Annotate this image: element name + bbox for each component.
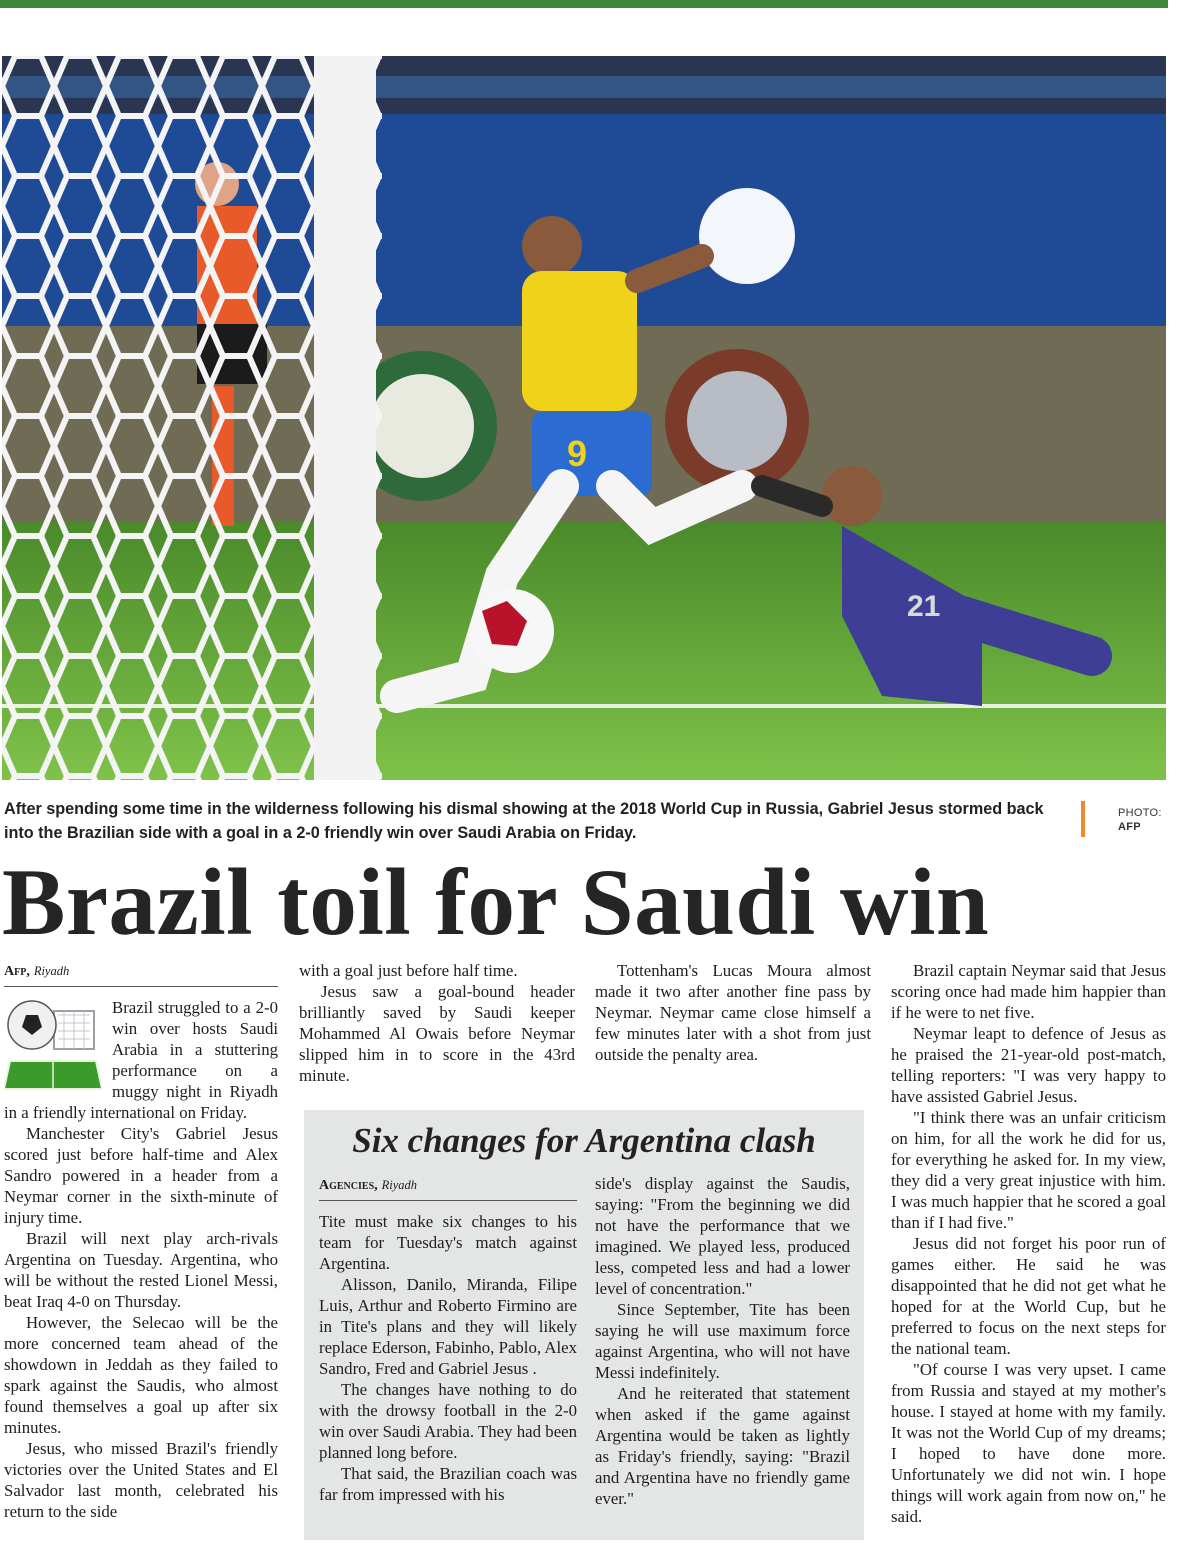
byline-agency: Afp, [4,964,30,979]
sidebar-paragraph: Since September, Tite has been saying he will use maximum force against Argentina, who will not have Messi indefinitely. [595,1300,850,1382]
article-paragraph: However, the Selecao will be the more concerned team ahead of the showdown in Jeddah as they failed to spark against the Saudis, who almost found themselves a goal up after six minutes. [4,1313,278,1437]
sidebar-paragraph: Tite must make six changes to his team for Tuesday's match against Argentina. [319,1212,577,1273]
sidebar-paragraph: side's display against the Saudis, saying: "From the beginning we did not have the performance that we imagined. We played less, produced less, competed less and had a lower level of concentration." [595,1174,850,1298]
article-column-3 [595,960,871,1065]
caption-divider [1081,801,1085,837]
sidebar-byline [319,1176,577,1201]
photo-credit-label: PHOTO: [1118,807,1162,819]
top-accent-bar [0,0,1168,8]
byline-place: Riyadh [33,964,70,978]
article-paragraph: "I think there was an unfair criticism on him, for all the work he did for us, for everything he asked for. In my view, they did a very great injustice with him. I was much happier that he scored a goal than if I had five." [891,1108,1166,1232]
player-shirt-number: 9 [567,433,588,474]
football-pitch-icon [4,999,102,1095]
sidebar-byline-place: Riyadh [381,1178,418,1192]
article-paragraph: Tottenham's Lucas Moura almost made it two after another fine pass by Neymar. Neymar came close himself a few minutes later with a shot from just outside the penalty area. [595,961,871,1064]
match-photo [2,56,1166,780]
article-paragraph: Manchester City's Gabriel Jesus scored just before half-time and Alex Sandro powered in a header from a Neymar corner in the sixth-minute of injury time. [4,1124,278,1227]
article-paragraph: Brazil will next play arch-rivals Argentina on Tuesday. Argentina, who will be without the rested Lionel Messi, beat Iraq 4-0 on Thursday. [4,1229,278,1311]
sidebar-column-left [319,1176,577,1505]
article-paragraph: Jesus saw a goal-bound header brilliantly saved by Saudi keeper Mohammed Al Owais before Neymar slipped him in to score in the 43rd minute. [299,982,575,1085]
photo-credit-source: AFP [1118,821,1141,833]
article-paragraph: Brazil captain Neymar said that Jesus scoring once had made him happier than if he were to net five. [891,961,1166,1022]
sidebar-paragraph: And he reiterated that statement when asked if the game against Argentina would be taken as lightly as Friday's friendly, saying: "Brazil and Argentina have no friendly game ever." [595,1384,850,1508]
article-paragraph: with a goal just before half time. [299,961,518,980]
sidebar-column-right [595,1173,850,1509]
sidebar-paragraph: That said, the Brazilian coach was far from impressed with his [319,1464,577,1504]
photo-credit [1118,806,1162,834]
photo-caption: After spending some time in the wilderness following his dismal showing at the 2018 World Cup in Russia, Gabriel Jesus stormed back into the Brazilian side with a goal in a 2-0 friendly win over Saudi Arabia on Friday. [4,800,1044,842]
keeper-shirt-number: 21 [907,590,941,623]
article-paragraph: Neymar leapt to defence of Jesus as he praised the 21-year-old post-match, telling reporters: "I was very happy to have assisted Gabriel Jesus. [891,1024,1166,1106]
sidebar-paragraph: The changes have nothing to do with the drowsy football in the 2-0 win over Saudi Arabia. They had been planned long before. [319,1380,577,1462]
match-photo-illustration [2,56,1166,780]
sidebar-paragraph: Alisson, Danilo, Miranda, Filipe Luis, Arthur and Roberto Firmino are in Tite's plans and they will likely replace Ederson, Fabinho, Pablo, Alex Sandro, Fred and Gabriel Jesus . [319,1275,577,1378]
article-paragraph: Jesus, who missed Brazil's friendly victories over the United States and El Salvador last month, celebrated his return to the side [4,1439,278,1521]
headline: Brazil toil for Saudi win [2,849,990,955]
article-column-2 [299,960,575,1086]
sidebar-box [304,1110,864,1540]
article-paragraph: "Of course I was very upset. I came from Russia and stayed at my mother's house. I stayed at home with my family. It was not the World Cup of my dreams; I hoped to have done more. Unfortunately we did not win. I hope things will work again from now on," he said. [891,1360,1166,1526]
sidebar-byline-agency: Agencies, [319,1178,378,1193]
article-paragraph: Brazil struggled to a 2-0 win over hosts Saudi Arabia in a stuttering performance on a muggy night in Riyadh in a friendly international on Friday. [4,998,278,1122]
article-column-4 [891,960,1166,1527]
byline [4,962,278,987]
sidebar-title: Six changes for Argentina clash [352,1121,816,1160]
article-paragraph: Jesus did not forget his poor run of games either. He said he was disappointed that he did not get what he hoped for at the World Cup, but he preferred to focus on the next steps for the national team. [891,1234,1166,1358]
article-column-1 [4,962,278,1522]
